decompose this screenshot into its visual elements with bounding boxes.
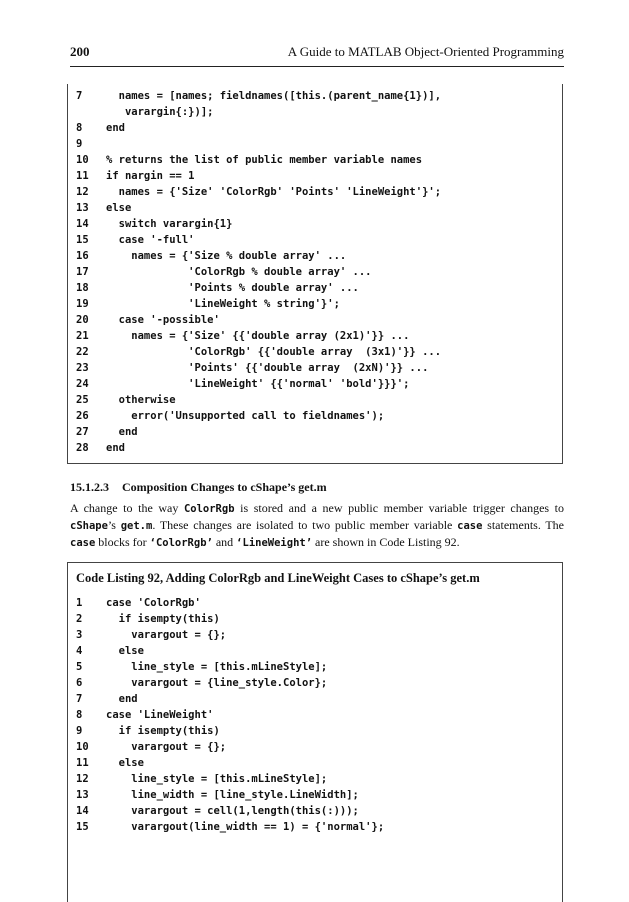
code-line (68, 232, 562, 248)
code-block (68, 595, 562, 835)
book-title: A Guide to MATLAB Object-Oriented Programming (287, 44, 564, 59)
code-text: case 'ColorRgb' (106, 597, 201, 609)
line-number: 12 (76, 186, 89, 198)
code-text: end (106, 442, 125, 454)
code-line (68, 595, 562, 611)
code-text: line_width = [line_style.LineWidth]; (106, 789, 359, 801)
line-number: 24 (76, 378, 89, 390)
code-line (68, 88, 562, 104)
code-text: line_style = [this.mLineStyle]; (106, 773, 328, 785)
code-line (68, 819, 562, 835)
line-number: 15 (76, 821, 89, 833)
code-line (68, 328, 562, 344)
code-line (68, 376, 562, 392)
section-heading (70, 480, 327, 495)
line-number: 9 (76, 138, 83, 150)
code-line (68, 296, 562, 312)
code-text: if nargin == 1 (106, 170, 195, 182)
line-number: 13 (76, 202, 89, 214)
code-line (68, 771, 562, 787)
text-run: are shown in Code Listing 92. (312, 535, 460, 549)
code-line (68, 216, 562, 232)
code-text: varargout = {line_style.Color}; (106, 677, 328, 689)
section-title: Composition Changes to cShape’s get.m (122, 480, 327, 494)
code-text: 'ColorRgb % double array' ... (106, 266, 372, 278)
code-line (68, 248, 562, 264)
code-text: 'Points' {{'double array (2xN)'}} ... (106, 362, 429, 374)
line-number: 15 (76, 234, 89, 246)
text-run: A change to the way (70, 501, 184, 515)
code-line (68, 611, 562, 627)
line-number: 4 (76, 645, 83, 657)
code-line (68, 408, 562, 424)
line-number: 13 (76, 789, 89, 801)
code-text: names = {'Size' 'ColorRgb' 'Points' 'LineWeight'}'; (106, 186, 442, 198)
line-number: 9 (76, 725, 83, 737)
code-text: varargout = {}; (106, 741, 227, 753)
code-text: 'Points % double array' ... (106, 282, 359, 294)
code-line (68, 184, 562, 200)
code-block (68, 84, 562, 456)
code-text: 'ColorRgb' {{'double array (3x1)'}} ... (106, 346, 442, 358)
line-number: 1 (76, 597, 83, 609)
code-term: case (457, 520, 483, 532)
code-listing-continued (67, 84, 563, 464)
code-line (68, 723, 562, 739)
code-line (68, 136, 562, 152)
code-text: end (106, 122, 125, 134)
text-run: blocks for (95, 535, 150, 549)
code-line (68, 643, 562, 659)
line-number: 12 (76, 773, 89, 785)
code-line (68, 803, 562, 819)
code-text: names = {'Size' {{'double array (2x1)'}} ... (106, 330, 410, 342)
code-term: get.m (120, 520, 153, 532)
line-number: 17 (76, 266, 89, 278)
text-run: is stored and a new public member variable trigger changes to (234, 501, 564, 515)
code-line (68, 659, 562, 675)
code-text: case 'LineWeight' (106, 709, 214, 721)
code-term: ‘ColorRgb’ (149, 537, 213, 549)
code-text: error('Unsupported call to fieldnames'); (106, 410, 385, 422)
page-header (70, 44, 564, 64)
line-number: 3 (76, 629, 83, 641)
code-text-continuation: varargin{:})]; (106, 106, 214, 118)
text-run: ’s (107, 518, 121, 532)
header-rule (70, 66, 564, 67)
code-line (68, 120, 562, 136)
text-run: statements. The (482, 518, 565, 532)
code-line (68, 152, 562, 168)
line-number: 19 (76, 298, 89, 310)
line-number: 5 (76, 661, 83, 673)
code-text: varargout = cell(1,length(this(:))); (106, 805, 359, 817)
code-line (68, 424, 562, 440)
code-line (68, 168, 562, 184)
code-line (68, 627, 562, 643)
line-number: 11 (76, 170, 89, 182)
line-number: 10 (76, 154, 89, 166)
code-text: if isempty(this) (106, 613, 220, 625)
text-run: . These changes are isolated to two public member variable (152, 518, 458, 532)
code-line (68, 392, 562, 408)
code-line (68, 280, 562, 296)
code-text: 'LineWeight' {{'normal' 'bold'}}}'; (106, 378, 410, 390)
code-line (68, 312, 562, 328)
line-number: 25 (76, 394, 89, 406)
code-text: else (106, 202, 132, 214)
line-number: 27 (76, 426, 89, 438)
listing-title: Code Listing 92, Adding ColorRgb and LineWeight Cases to cShape’s get.m (76, 571, 480, 585)
code-line (68, 264, 562, 280)
line-number: 22 (76, 346, 89, 358)
code-text: case '-possible' (106, 314, 220, 326)
code-text: 'LineWeight % string'}'; (106, 298, 340, 310)
line-number: 14 (76, 218, 89, 230)
code-line (68, 344, 562, 360)
line-number: 16 (76, 250, 89, 262)
code-line (68, 360, 562, 376)
line-number: 21 (76, 330, 89, 342)
code-text: if isempty(this) (106, 725, 220, 737)
code-text: varargout(line_width == 1) = {'normal'}; (106, 821, 385, 833)
line-number: 14 (76, 805, 89, 817)
code-term: case (70, 537, 96, 549)
code-line (68, 200, 562, 216)
line-number: 8 (76, 709, 83, 721)
code-text: % returns the list of public member variable names (106, 154, 423, 166)
code-text: varargout = {}; (106, 629, 227, 641)
line-number: 20 (76, 314, 89, 326)
code-text: line_style = [this.mLineStyle]; (106, 661, 328, 673)
line-number: 7 (76, 693, 83, 705)
code-term: ColorRgb (183, 503, 235, 515)
body-paragraph (70, 500, 564, 551)
code-line (68, 440, 562, 456)
code-text: case '-full' (106, 234, 195, 246)
line-number: 18 (76, 282, 89, 294)
section-number: 15.1.2.3 (70, 480, 109, 494)
code-listing-92 (67, 562, 563, 902)
text-run: and (212, 535, 237, 549)
code-text: end (106, 693, 138, 705)
page-number: 200 (70, 44, 90, 59)
code-line (68, 691, 562, 707)
line-number: 2 (76, 613, 83, 625)
code-line (68, 675, 562, 691)
line-number: 28 (76, 442, 89, 454)
line-number: 10 (76, 741, 89, 753)
code-text: names = [names; fieldnames([this.(parent_name{1})], (106, 90, 442, 102)
line-number: 26 (76, 410, 89, 422)
code-text: end (106, 426, 138, 438)
code-line (68, 739, 562, 755)
code-line (68, 755, 562, 771)
code-text: switch varargin{1} (106, 218, 233, 230)
code-line (68, 787, 562, 803)
line-number: 6 (76, 677, 83, 689)
line-number: 7 (76, 90, 83, 102)
code-line (68, 707, 562, 723)
code-text: else (106, 757, 144, 769)
code-term: ‘LineWeight’ (236, 537, 313, 549)
line-number: 8 (76, 122, 83, 134)
line-number: 23 (76, 362, 89, 374)
code-term: cShape (70, 520, 108, 532)
code-text: names = {'Size % double array' ... (106, 250, 347, 262)
line-number: 11 (76, 757, 89, 769)
code-text: otherwise (106, 394, 176, 406)
code-text: else (106, 645, 144, 657)
